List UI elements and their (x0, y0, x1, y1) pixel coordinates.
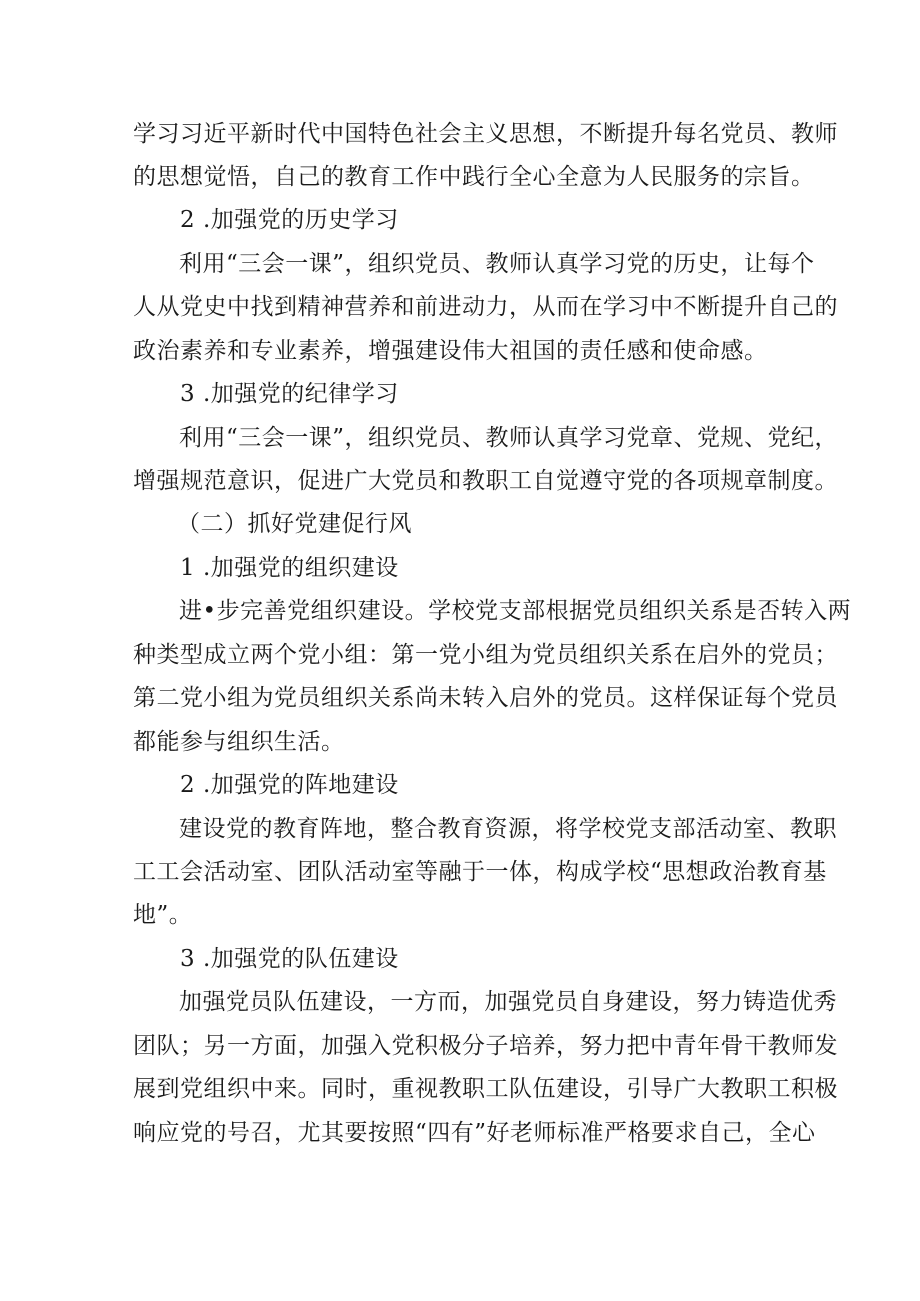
body-text-line: 地”。 (133, 902, 193, 928)
body-text-line: 加强党员队伍建设，一方而，加强党员自身建设，努力铸造优秀 (179, 989, 837, 1015)
body-text-line: 增强规范意识，促进广大党员和教职工自觉遵守党的各项规章制度。 (133, 468, 838, 494)
body-text-line: 响应党的号召，尤其要按照“四有”好老师标准严格要求自己，全心 (133, 1120, 816, 1146)
body-text-line: 展到党组织中来。同时，重视教职工队伍建设，引导广大教职工积极 (133, 1076, 838, 1102)
body-text-line: 都能参与组织生活。 (133, 729, 345, 755)
subsection-heading: 2 .加强党的阵地建设 (180, 772, 399, 798)
body-text-line: 团队；另一方面，加强入党积极分子培养，努力把中青年骨干教师发 (133, 1033, 838, 1059)
body-text-line: 利用“三会一课”，组织党员、教师认真学习党章、党规、党纪， (179, 425, 839, 451)
body-text-line: 第二党小组为党员组织关系尚未转入启外的党员。这样保证每个党员 (133, 685, 838, 711)
subsection-heading: 2 .加强党的历史学习 (180, 207, 399, 233)
body-text-line: 工工会活动室、团队活动室等融于一体，构成学校“思想政治教育基 (133, 859, 827, 885)
section-heading: （二）抓好党建促行风 (177, 511, 412, 537)
body-text-line: 建设党的教育阵地，整合教育资源，将学校党支部活动室、教职 (179, 816, 837, 842)
body-text-line: 进•步完善党组织建设。学校党支部根据党员组织关系是否转入两 (179, 598, 852, 624)
body-text-line: 政治素养和专业素养，增强建设伟大祖国的责任感和使命感。 (133, 338, 768, 364)
body-text-line: 的思想觉悟，自己的教育工作中践行全心全意为人民服务的宗旨。 (133, 164, 815, 190)
body-text-line: 人从党史中找到精神营养和前进动力，从而在学习中不断提升自己的 (133, 294, 838, 320)
subsection-heading: 3 .加强党的队伍建设 (180, 946, 399, 972)
body-text-line: 利用“三会一课”，组织党员、教师认真学习党的历史，让每个 (179, 251, 815, 277)
body-text-line: 种类型成立两个党小组：第一党小组为党员组织关系在启外的党员； (133, 642, 838, 668)
subsection-heading: 1 .加强党的组织建设 (180, 555, 399, 581)
subsection-heading: 3 .加强党的纪律学习 (180, 381, 399, 407)
body-text-line: 学习习近平新时代中国特色社会主义思想，不断提升每名党员、教师 (133, 121, 838, 147)
